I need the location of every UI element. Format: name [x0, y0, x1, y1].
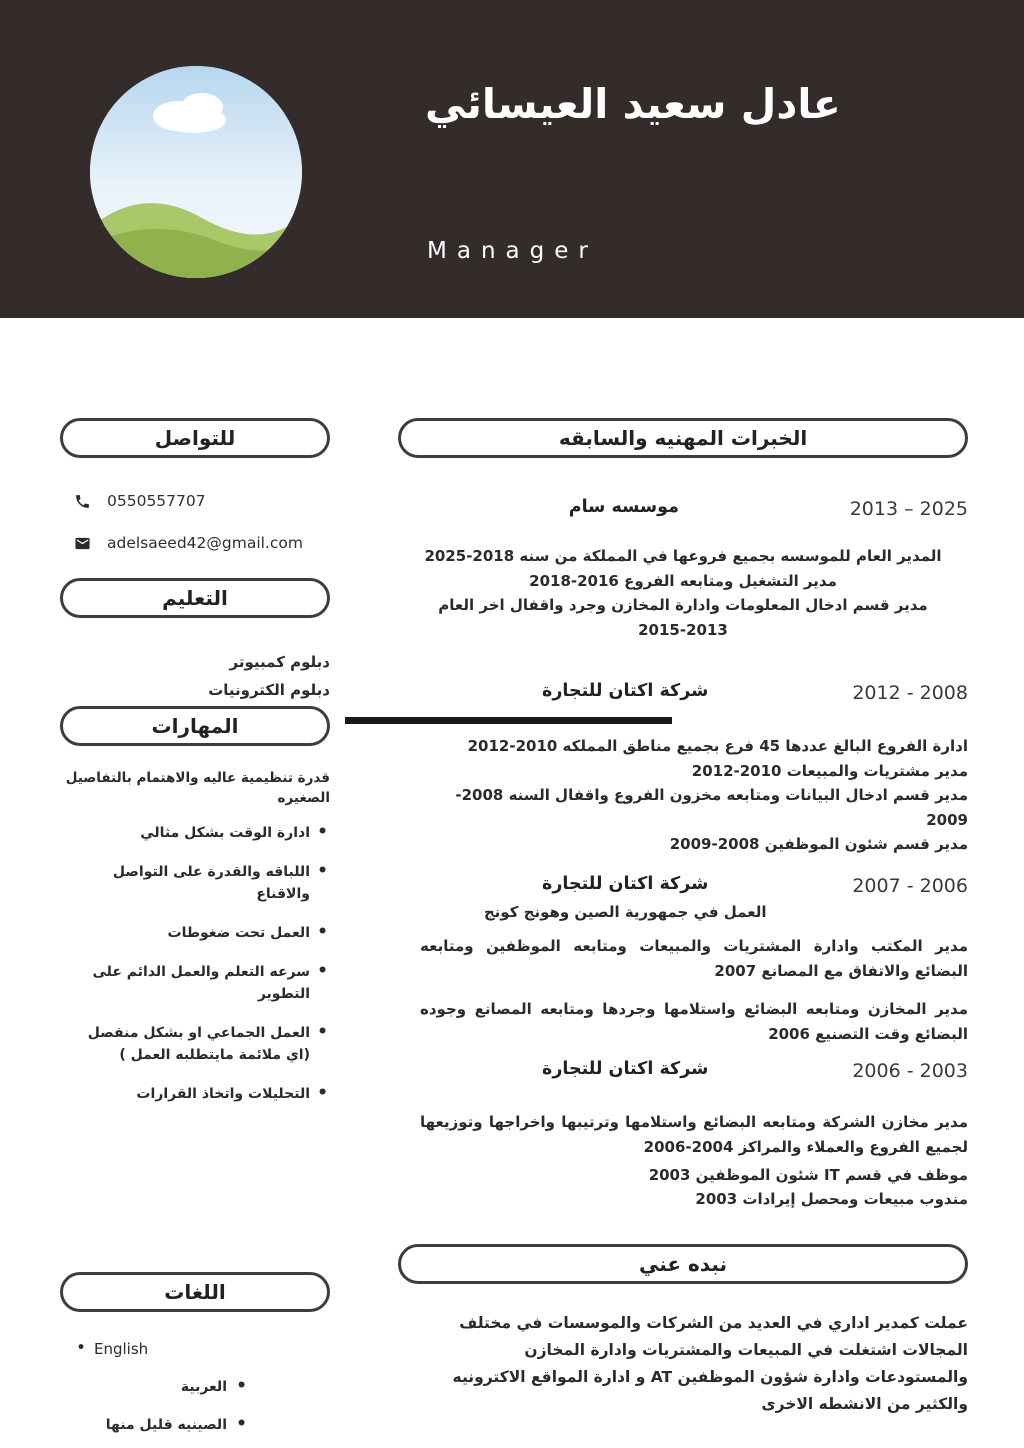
job-duty: مدير التشغيل ومتابعه الفروع 2016-2018 — [529, 571, 837, 590]
phone-number: 0550557707 — [107, 492, 206, 510]
job-company: شركة اكتان للتجارة — [541, 873, 709, 894]
job-period: 2007 - 2006 — [852, 874, 968, 897]
person-job-title: Manager — [427, 238, 598, 264]
job-period: 2006 - 2003 — [852, 1059, 968, 1082]
job-duty: المدير العام للموسسه بجميع فروعها في المملكة من سنه 2018-2025 — [424, 547, 942, 565]
languages-section-heading — [60, 1272, 330, 1312]
education-item: دبلوم الكترونيات — [208, 681, 330, 699]
about-heading-label: نبده عني — [638, 1251, 728, 1276]
job-entry — [398, 496, 968, 642]
skill-item: • سرعه التعلم والعمل الدائم على التطوير — [60, 961, 330, 1005]
skill-item: • العمل الجماعي او بشكل منفصل (اي ملائمة مايتطلبه العمل ) — [60, 1022, 330, 1066]
job-company: شركة اكتان للتجارة — [541, 681, 709, 701]
languages-heading-label: اللغات — [164, 1280, 226, 1304]
section-divider — [345, 717, 672, 724]
job-company-block — [398, 873, 852, 922]
job-duty: موظف في قسم IT شئون الموظفين 2003 — [648, 1165, 968, 1184]
landscape-photo-illustration — [90, 66, 302, 278]
education-list — [60, 648, 330, 704]
experience-heading-label: الخبرات المهنيه والسابقه — [558, 426, 808, 450]
contact-heading-label: للتواصل — [154, 426, 236, 450]
email-row — [74, 534, 330, 552]
job-header — [398, 1058, 968, 1082]
languages-list — [60, 1338, 330, 1436]
email-address: adelsaeed42@gmail.com — [107, 534, 303, 552]
job-header — [398, 680, 968, 704]
language-item: • English — [60, 1338, 330, 1360]
job-company-block — [398, 496, 850, 518]
main-column — [398, 418, 968, 1418]
profile-photo — [90, 66, 302, 278]
skills-list — [60, 822, 330, 1105]
language-item: • الصينيه قليل منها — [60, 1414, 247, 1436]
phone-row — [74, 492, 330, 510]
job-company-block — [398, 1058, 852, 1080]
language-item: • العربية — [60, 1376, 247, 1398]
job-entry — [398, 1058, 968, 1212]
job-duty: مدير قسم ادخال البيانات ومتابعه مخزون الفروع واقفال السنه 2008-2009 — [455, 786, 968, 829]
skills-intro: قدرة تنظيمية عاليه والاهتمام بالتفاصيل الصغيره — [65, 770, 330, 806]
job-period: 2013 – 2025 — [849, 498, 968, 520]
job-duty-paragraph: مدير المكتب وادارة المشتريات والمبيعات ومتابعه الموظفين ومتابعه البضائع والاتفاق مع المصانع 2007 — [420, 936, 968, 980]
experience-section-heading — [398, 418, 968, 458]
job-duty: مدير قسم شئون الموظفين 2008-2009 — [669, 835, 968, 853]
job-duty: مدير قسم ادخال المعلومات وادارة المخازن وجرد واقفال اخر العام 2013-2015 — [438, 596, 928, 639]
phone-receiver-icon — [74, 493, 91, 510]
sidebar — [60, 418, 330, 1448]
job-entry — [398, 680, 968, 857]
job-duties — [420, 1163, 968, 1212]
person-name: عادل سعيد العيسائي — [425, 80, 841, 128]
skill-item: • اللباقه والقدرة على التواصل والاقناع — [60, 861, 330, 905]
job-duties — [420, 544, 946, 642]
job-duty-paragraph: مدير مخازن الشركة ومتابعه البضائع واستلامها وترتيبها واخراجها وتوزيعها لجميع الفروع والعملاء والمراكز 2004-2006 — [420, 1112, 968, 1156]
job-period: 2012 - 2008 — [852, 682, 968, 704]
job-duty-paragraph: مدير المخازن ومتابعه البضائع واستلامها وجردها ومتابعه المصانع وجوده البضائع وقت التصنيع 2006 — [420, 999, 968, 1043]
job-duties — [420, 734, 968, 857]
skills-heading-label: المهارات — [151, 714, 239, 738]
job-company: شركة اكتان للتجارة — [541, 1058, 709, 1079]
education-heading-label: التعليم — [162, 586, 228, 610]
about-section-heading — [398, 1244, 968, 1284]
about-text: عملت كمدير اداري في العديد من الشركات والموسسات في مختلف المجالات اشتغلت في المبيعات والمشتريات وادارة المخازن والمستودعات وادارة شؤون الموظفين AT و ادارة المواقع الاكترونيه والكثير من الانشطه الاخرى — [452, 1313, 968, 1413]
job-company-block — [398, 680, 852, 702]
envelope-icon — [74, 535, 91, 552]
job-duty: ادارة الفروع البالغ عددها 45 فرع بجميع مناطق المملكه 2010-2012 — [467, 737, 968, 755]
header — [0, 0, 1024, 318]
education-item: دبلوم كمبيوتر — [229, 653, 330, 671]
job-duty: مندوب مبيعات ومحصل إيرادات 2003 — [695, 1190, 968, 1208]
skill-item: • التحليلات واتخاذ القرارات — [60, 1083, 330, 1105]
contact-section-heading — [60, 418, 330, 458]
job-company: موسسه سام — [568, 497, 679, 517]
job-entry — [398, 873, 968, 1048]
skill-item: • ادارة الوقت بشكل مثالي — [60, 822, 330, 844]
job-header — [398, 873, 968, 922]
skill-item: • العمل تحت ضغوطات — [60, 922, 330, 944]
skills-section-heading — [60, 706, 330, 746]
job-location: العمل في جمهورية الصين وهونج كونج — [483, 902, 767, 921]
education-section-heading — [60, 578, 330, 618]
job-header — [398, 496, 968, 520]
job-duty: مدير مشتريات والمبيعات 2010-2012 — [691, 761, 968, 780]
